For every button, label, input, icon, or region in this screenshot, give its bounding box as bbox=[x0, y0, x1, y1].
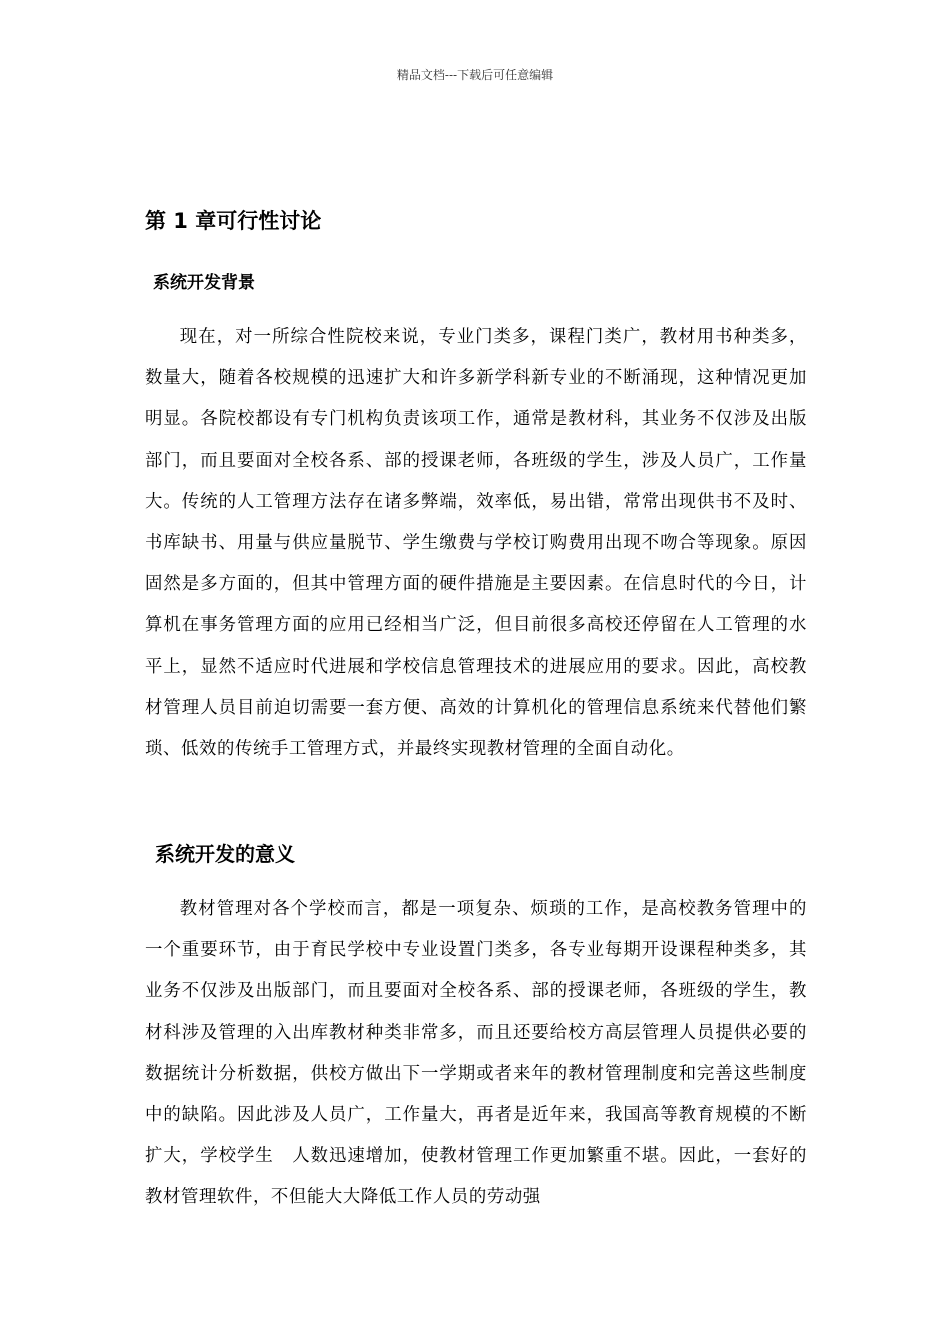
paragraph-background: 现在，对一所综合性院校来说，专业门类多，课程门类广，教材用书种类多，数量大，随着各校规模的迅速扩大和许多新学科新专业的不断涌现，这种情况更加明显。各院校都设有专门机构负责该项工作，通常是教材科，其业务不仅涉及出版部门，而且要面对全校各系、部的授课老师，各班级的学生，涉及人员广，工作量大。传统的人工管理方法存在诸多弊端，效率低，易出错，常常出现供书不及时、书库缺书、用量与供应量脱节、学生缴费与学校订购费用出现不吻合等现象。原因固然是多方面的，但其中管理方面的硬件措施是主要因素。在信息时代的今日，计算机在事务管理方面的应用已经相当广泛，但目前很多高校还停留在人工管理的水平上，显然不适应时代进展和学校信息管理技术的进展应用的要求。因此，高校教材管理人员目前迫切需要一套方便、高效的计算机化的管理信息系统来代替他们繁琐、低效的传统手工管理方式，并最终实现教材管理的全面自动化。 bbox=[145, 327, 807, 760]
paragraph-significance: 教材管理对各个学校而言，都是一项复杂、烦琐的工作，是高校教务管理中的一个重要环节，由于育民学校中专业设置门类多，各专业每期开设课程种类多，其业务不仅涉及出版部门，而且要面对全校各系、部的授课老师，各班级的学生，教材科涉及管理的入出库教材种类非常多，而且还要给校方高层管理人员提供必要的数据统计分析数据，供校方做出下一学期或者来年的教材管理制度和完善这些制度中的缺陷。因此涉及人员广，工作量大，再者是近年来，我国高等教育规模的不断扩大，学校学生 人数迅速增加，使教材管理工作更加繁重不堪。因此，一套好的教材管理软件，不但能大大降低工作人员的劳动强 bbox=[145, 899, 807, 1208]
page-header-note: 精品文档---下载后可任意编辑 bbox=[396, 68, 554, 82]
section-title-background: 系统开发背景 bbox=[153, 273, 255, 293]
chapter-title: 第 1 章可行性讨论 bbox=[145, 209, 322, 233]
section-title-significance: 系统开发的意义 bbox=[155, 842, 295, 866]
